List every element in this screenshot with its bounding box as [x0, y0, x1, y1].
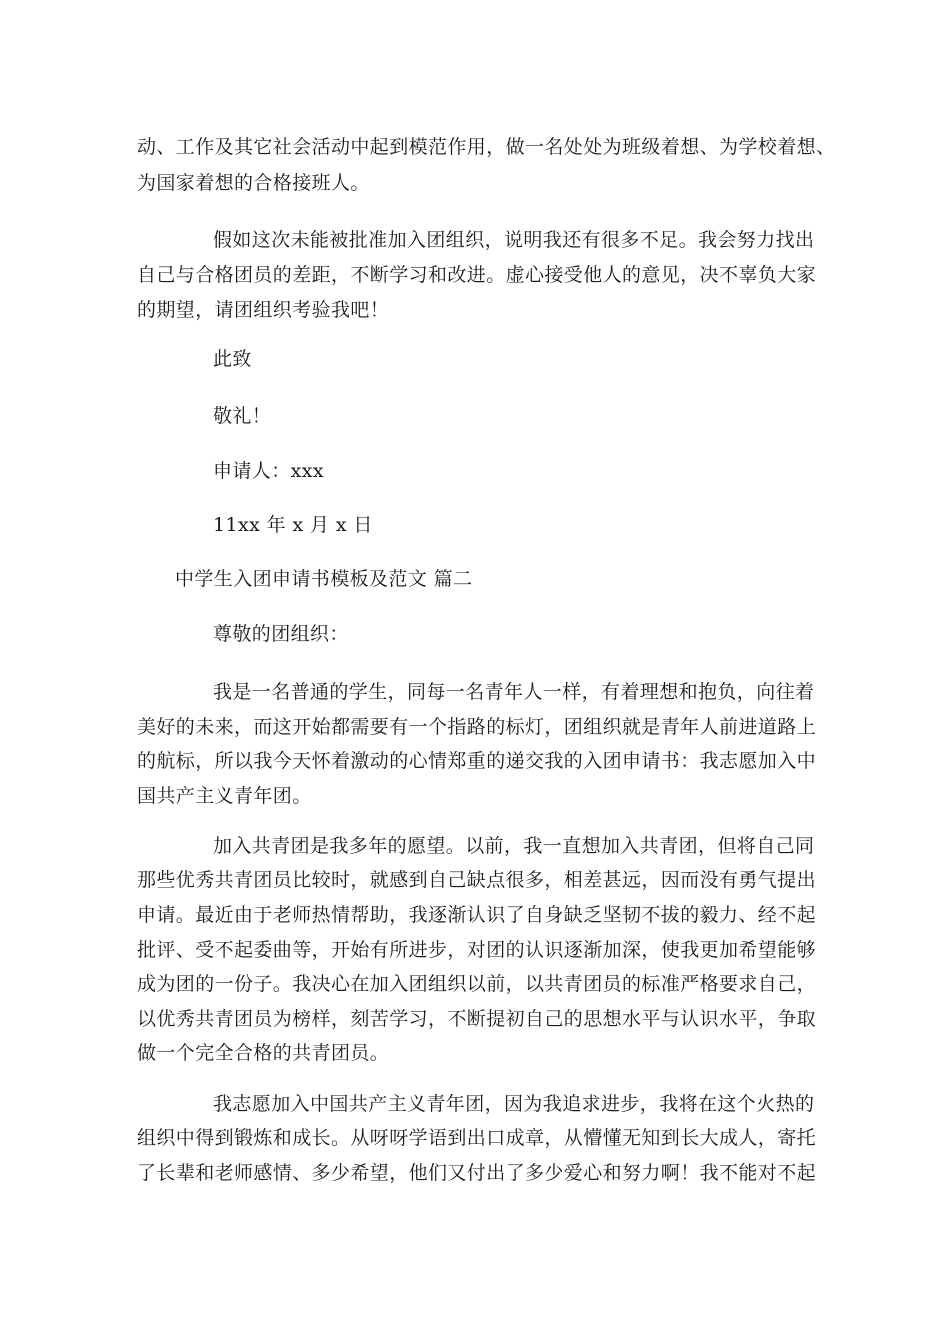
- paragraph-4-line-3: 申请。最近由于老师热情帮助，我逐渐认识了自身缺乏坚韧不拔的毅力、经不起: [137, 904, 817, 926]
- paragraph-3-line-3: 的航标，所以我今天怀着激动的心情郑重的递交我的入团申请书：我志愿加入中: [137, 750, 817, 772]
- paragraph-4-line-5: 成为团的一份子。我决心在加入团组织以前，以共青团员的标准严格要求自己，: [137, 973, 817, 995]
- paragraph-5-line-1: 我志愿加入中国共产主义青年团，因为我追求进步，我将在这个火热的: [213, 1093, 815, 1115]
- paragraph-3-line-1: 我是一名普通的学生，同每一名青年人一样，有着理想和抱负，向往着: [213, 681, 815, 703]
- salute-text: 敬礼！: [213, 405, 272, 427]
- paragraph-4-line-1: 加入共青团是我多年的愿望。以前，我一直想加入共青团，但将自己同: [213, 835, 815, 857]
- paragraph-5-line-2: 组织中得到锻炼和成长。从呀呀学语到出口成章，从懵懂无知到长大成人，寄托: [137, 1127, 817, 1149]
- applicant-text: 申请人：xxx: [213, 460, 324, 482]
- paragraph-4-line-6: 以优秀共青团员为榜样，刻苦学习，不断提初自己的思想水平与认识水平，争取: [137, 1008, 817, 1030]
- paragraph-2-line-3: 的期望，请团组织考验我吧！: [137, 299, 390, 321]
- paragraph-2-line-2: 自己与合格团员的差距，不断学习和改进。虚心接受他人的意见，决不辜负大家: [137, 264, 817, 286]
- paragraph-1-line-1: 动、工作及其它社会活动中起到模范作用，做一名处处为班级着想、为学校着想、: [137, 136, 836, 158]
- paragraph-5-line-3: 了长辈和老师感情、多少希望，他们又付出了多少爱心和努力啊！我不能对不起: [137, 1162, 817, 1184]
- paragraph-3-line-4: 国共产主义青年团。: [137, 785, 312, 807]
- paragraph-4-line-4: 批评、受不起委曲等，开始有所进步，对团的认识逐渐加深，使我更加希望能够: [137, 939, 817, 961]
- section-title: 中学生入团申请书模板及范文 篇二: [175, 568, 473, 590]
- greeting-text: 尊敬的团组织：: [213, 623, 349, 645]
- date-text: 11xx 年 x 月 x 日: [213, 514, 373, 536]
- paragraph-4-line-7: 做一个完全合格的共青团员。: [137, 1042, 390, 1064]
- closing-text: 此致: [213, 348, 252, 370]
- paragraph-3-line-2: 美好的未来，而这开始都需要有一个指路的标灯，团组织就是青年人前进道路上: [137, 716, 817, 738]
- paragraph-4-line-2: 那些优秀共青团员比较时，就感到自己缺点很多，相差甚远，因而没有勇气提出: [137, 869, 817, 891]
- paragraph-1-line-2: 为国家着想的合格接班人。: [137, 172, 370, 194]
- paragraph-2-line-1: 假如这次未能被批准加入团组织，说明我还有很多不足。我会努力找出: [213, 229, 815, 251]
